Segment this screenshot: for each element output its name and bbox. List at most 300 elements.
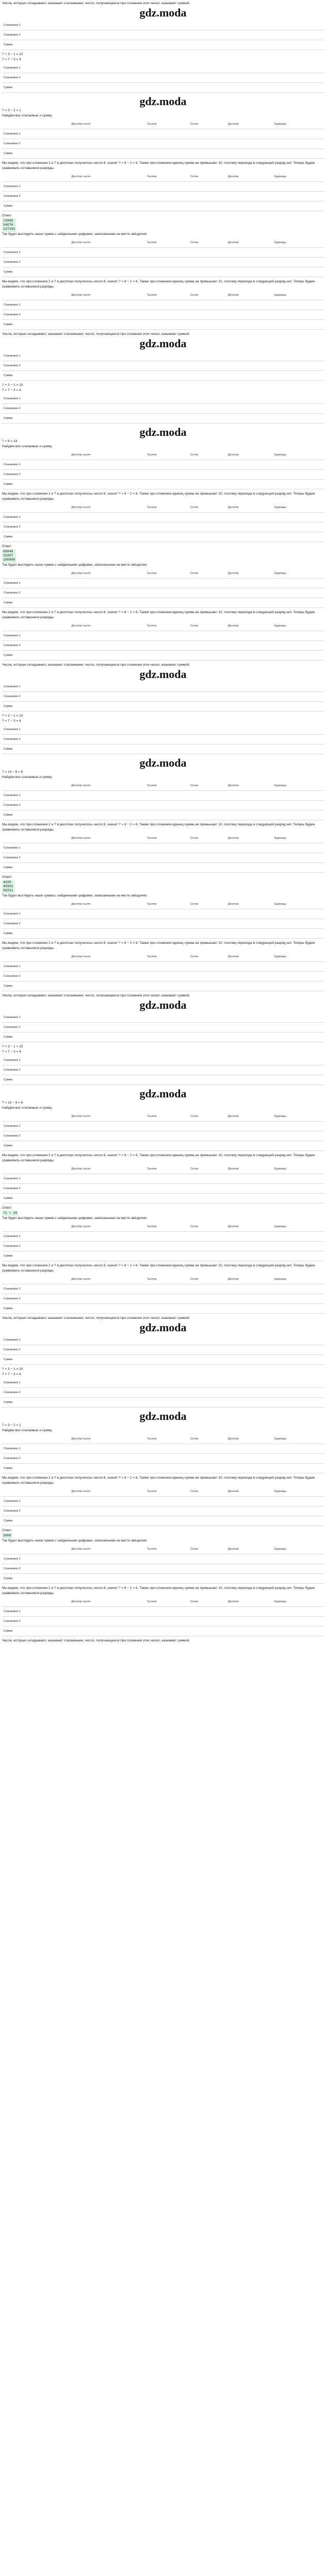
digit-cell <box>226 201 273 211</box>
table-row <box>2 682 324 692</box>
digit-cell <box>145 981 189 991</box>
digit-cell <box>226 1304 273 1314</box>
digit-cell <box>296 21 324 30</box>
answer-label: Ответ: <box>2 545 12 548</box>
digit-cell <box>226 1232 273 1242</box>
digit-cell <box>184 394 211 404</box>
row-label: Сумма <box>2 1304 70 1314</box>
digit-cell <box>273 1242 324 1251</box>
table-row <box>2 1056 324 1065</box>
digit-table <box>2 1164 324 1204</box>
digit-cell <box>273 579 324 588</box>
digit-table <box>2 63 324 93</box>
row-label: Слагаемое 1 <box>2 1284 70 1294</box>
place-header: Десятки <box>226 172 273 182</box>
table-header-cell <box>2 621 70 631</box>
digit-cell <box>145 588 189 598</box>
digit-table <box>2 682 324 711</box>
digit-cell <box>211 1065 239 1075</box>
row-label: Сумма <box>2 1251 70 1261</box>
digit-cell <box>226 1506 273 1516</box>
digit-cell <box>184 73 211 83</box>
place-header: Сотни <box>189 1545 226 1554</box>
place-header: Единицы <box>273 238 324 248</box>
table-header-cell <box>2 900 70 909</box>
place-header: Сотни <box>189 621 226 631</box>
digit-cell <box>226 1574 273 1584</box>
digit-cell <box>226 1131 273 1141</box>
table-row <box>2 962 324 972</box>
digit-cell <box>189 513 226 522</box>
table-row <box>2 725 324 735</box>
row-label: Слагаемое 2 <box>2 972 70 981</box>
digit-cell <box>211 1023 239 1032</box>
row-label: Слагаемое 2 <box>2 1388 184 1398</box>
table-row <box>2 1251 324 1261</box>
digit-cell <box>189 1194 226 1204</box>
digit-cell <box>296 725 324 735</box>
table-row <box>2 1516 324 1526</box>
digit-cell <box>70 641 145 651</box>
digit-cell <box>189 853 226 863</box>
digit-cell <box>240 30 268 40</box>
digit-table <box>2 21 324 50</box>
digit-cell <box>226 843 273 853</box>
digit-cell <box>189 588 226 598</box>
digit-cell <box>226 192 273 201</box>
digit-cell <box>268 1345 296 1355</box>
digit-cell <box>70 1497 145 1506</box>
place-header: Сотни <box>189 1222 226 1232</box>
digit-cell <box>296 404 324 414</box>
digit-cell <box>226 267 273 277</box>
row-label: Слагаемое 1 <box>2 513 70 522</box>
place-header: Десятки тысяч <box>70 172 145 182</box>
table-row <box>2 361 324 371</box>
digit-cell <box>268 725 296 735</box>
digit-cell <box>189 1626 226 1636</box>
digit-cell <box>240 1345 268 1355</box>
table-row <box>2 810 324 820</box>
row-label: Слагаемое 1 <box>2 460 70 470</box>
digit-cell <box>268 371 296 381</box>
table-header-cell <box>2 1434 70 1444</box>
digit-table <box>2 1013 324 1042</box>
place-header: Десятки <box>226 238 273 248</box>
table-header-cell <box>2 1112 70 1122</box>
digit-cell <box>189 201 226 211</box>
explanation: Мы видим, что при сложении 2 и ? в десятках получилось число 8, значит ? = 8 − 2 = 6. Также при сложении единиц сумма не превышает 10, поэтому перехода в следующий разряд нет. Теперь будем сравнивать оставшиеся разряды. <box>2 823 315 832</box>
row-label: Слагаемое 1 <box>2 909 70 919</box>
digit-cell <box>189 1444 226 1454</box>
row-label: Слагаемое 1 <box>2 1607 70 1617</box>
answer-label: Ответ: <box>2 1529 12 1532</box>
place-header: Десятки тысяч <box>70 1487 145 1497</box>
table-row <box>2 744 324 754</box>
row-label: Слагаемое 2 <box>2 1131 70 1141</box>
digit-cell <box>226 1184 273 1194</box>
place-header: Десятки <box>226 900 273 909</box>
digit-cell <box>296 1013 324 1023</box>
digit-cell <box>296 83 324 93</box>
digit-cell <box>189 631 226 641</box>
equation: ? = 7 − 3 = 4 <box>2 388 21 392</box>
place-header: Десятки тысяч <box>70 900 145 909</box>
digit-table <box>2 1378 324 1408</box>
digit-cell <box>240 1023 268 1032</box>
table-row <box>2 480 324 489</box>
digit-cell <box>273 1574 324 1584</box>
digit-cell <box>189 1242 226 1251</box>
digit-cell <box>273 1141 324 1151</box>
digit-cell <box>268 414 296 423</box>
digit-cell <box>189 149 226 159</box>
table-row <box>2 394 324 404</box>
digit-cell <box>189 929 226 939</box>
digit-cell <box>145 1284 189 1294</box>
answer-box: 72005 54076 127181 <box>3 219 15 231</box>
equation: ? + 3 − 1 = 10 <box>2 714 23 718</box>
table-row <box>2 73 324 83</box>
digit-cell <box>240 1065 268 1075</box>
digit-cell <box>145 1131 189 1141</box>
place-header: Единицы <box>273 781 324 791</box>
place-header: Тысячи <box>145 120 189 129</box>
place-header: Десятки тысяч <box>70 952 145 962</box>
place-header: Сотни <box>189 291 226 300</box>
digit-cell <box>145 480 189 489</box>
row-label: Сумма <box>2 1194 70 1204</box>
table-row <box>2 83 324 93</box>
place-header: Десятки тысяч <box>70 1164 145 1174</box>
digit-cell <box>226 631 273 641</box>
row-label: Слагаемое 2 <box>2 853 70 863</box>
digit-table <box>2 1056 324 1085</box>
digit-cell <box>226 972 273 981</box>
row-label: Слагаемое 1 <box>2 394 184 404</box>
place-header: Сотни <box>189 238 226 248</box>
digit-cell <box>145 1194 189 1204</box>
digit-cell <box>189 192 226 201</box>
table-row <box>2 1554 324 1564</box>
place-header: Десятки <box>226 781 273 791</box>
digit-cell <box>211 735 239 744</box>
digit-cell <box>226 1497 273 1506</box>
digit-cell <box>189 258 226 267</box>
digit-cell <box>226 320 273 330</box>
digit-cell <box>189 1122 226 1131</box>
table-header-cell <box>2 1597 70 1607</box>
row-label: Слагаемое 2 <box>2 1345 184 1355</box>
instruction: Найдём все слагаемые и сумму. <box>2 114 53 117</box>
table-row <box>2 1122 324 1131</box>
digit-cell <box>189 248 226 258</box>
digit-cell <box>189 1564 226 1574</box>
table-row <box>2 919 324 929</box>
place-header: Десятки тысяч <box>70 621 145 631</box>
place-header: Тысячи <box>145 1487 189 1497</box>
digit-cell <box>70 1617 145 1626</box>
digit-cell <box>189 129 226 139</box>
digit-cell <box>240 1032 268 1042</box>
row-label: Слагаемое 2 <box>2 801 70 810</box>
digit-cell <box>211 1345 239 1355</box>
table-row <box>2 351 324 361</box>
place-header: Десятки тысяч <box>70 1545 145 1554</box>
digit-cell <box>70 258 145 267</box>
row-label: Слагаемое 1 <box>2 1232 70 1242</box>
digit-cell <box>226 863 273 873</box>
answer-label: Ответ: <box>2 1206 12 1210</box>
digit-cell <box>273 1284 324 1294</box>
table-row <box>2 1174 324 1184</box>
digit-cell <box>211 63 239 73</box>
digit-cell <box>145 267 189 277</box>
digit-table <box>2 394 324 423</box>
digit-table <box>2 1112 324 1151</box>
digit-cell <box>273 1464 324 1473</box>
table-row <box>2 1184 324 1194</box>
table-row <box>2 1464 324 1473</box>
digit-cell <box>184 1075 211 1085</box>
digit-cell <box>184 1335 211 1345</box>
place-header: Сотни <box>189 1275 226 1284</box>
digit-cell <box>296 394 324 404</box>
table-header-cell <box>2 1275 70 1284</box>
place-header: Единицы <box>273 834 324 843</box>
digit-cell <box>70 853 145 863</box>
row-label: Сумма <box>2 863 70 873</box>
digit-cell <box>70 909 145 919</box>
digit-cell <box>273 300 324 310</box>
digit-cell <box>273 1131 324 1141</box>
place-header: Десятки <box>226 1275 273 1284</box>
digit-cell <box>226 480 273 489</box>
row-label: Слагаемое 1 <box>2 725 184 735</box>
digit-cell <box>240 1388 268 1398</box>
place-header: Единицы <box>273 1487 324 1497</box>
digit-cell <box>273 139 324 149</box>
digit-cell <box>184 735 211 744</box>
digit-cell <box>296 1335 324 1345</box>
digit-cell <box>296 692 324 702</box>
place-header: Единицы <box>273 503 324 513</box>
table-row <box>2 1023 324 1032</box>
digit-table <box>2 834 324 873</box>
digit-cell <box>70 1284 145 1294</box>
digit-cell <box>268 83 296 93</box>
table-header-cell <box>2 1164 70 1174</box>
digit-cell <box>70 1626 145 1636</box>
digit-cell <box>70 460 145 470</box>
digit-cell <box>145 843 189 853</box>
digit-cell <box>273 470 324 480</box>
digit-cell <box>296 735 324 744</box>
digit-cell <box>268 744 296 754</box>
row-label: Слагаемое 2 <box>2 1564 70 1574</box>
digit-table <box>2 900 324 939</box>
equation: ? = 3 − 2 = 1 <box>2 109 21 112</box>
digit-table <box>2 120 324 159</box>
digit-cell <box>70 981 145 991</box>
digit-cell <box>184 1056 211 1065</box>
watermark-logo: gdz.moda <box>139 756 187 769</box>
digit-cell <box>226 1444 273 1454</box>
row-label: Слагаемое 2 <box>2 1242 70 1251</box>
digit-cell <box>226 1564 273 1574</box>
table-row <box>2 1574 324 1584</box>
digit-cell <box>273 480 324 489</box>
digit-cell <box>268 21 296 30</box>
digit-cell <box>145 1617 189 1626</box>
digit-cell <box>145 1516 189 1526</box>
table-row <box>2 1355 324 1365</box>
digit-cell <box>70 801 145 810</box>
row-label: Слагаемое 1 <box>2 21 184 30</box>
place-header: Сотни <box>189 450 226 460</box>
digit-cell <box>145 1304 189 1314</box>
digit-cell <box>211 21 239 30</box>
row-label: Слагаемое 1 <box>2 248 70 258</box>
table-header-cell <box>2 120 70 129</box>
digit-cell <box>211 30 239 40</box>
table-row <box>2 651 324 660</box>
table-row <box>2 641 324 651</box>
digit-cell <box>184 1378 211 1388</box>
digit-cell <box>268 1075 296 1085</box>
digit-cell <box>226 1242 273 1251</box>
digit-cell <box>145 1174 189 1184</box>
digit-cell <box>273 1304 324 1314</box>
digit-cell <box>240 1013 268 1023</box>
digit-cell <box>145 1444 189 1454</box>
digit-cell <box>184 682 211 692</box>
row-label: Слагаемое 2 <box>2 522 70 532</box>
place-header: Тысячи <box>145 291 189 300</box>
digit-cell <box>296 361 324 371</box>
digit-cell <box>211 1378 239 1388</box>
instruction: Найдём все слагаемые и сумму. <box>2 445 53 448</box>
digit-cell <box>226 1464 273 1473</box>
digit-cell <box>189 1454 226 1464</box>
digit-cell <box>189 1464 226 1473</box>
explanation: Мы видим, что при сложении 2 и ? в десятках получилось число 8, значит ? = 8 − 2 = 6. Также при сложении единиц сумма не превышает 10, поэтому перехода в следующий разряд нет. Теперь будем сравнивать оставшиеся разряды. <box>2 941 315 950</box>
digit-cell <box>226 460 273 470</box>
digit-cell <box>268 1378 296 1388</box>
digit-table <box>2 172 324 211</box>
digit-cell <box>189 598 226 608</box>
table-header-cell <box>2 952 70 962</box>
place-header: Тысячи <box>145 503 189 513</box>
digit-cell <box>268 351 296 361</box>
row-label: Слагаемое 1 <box>2 962 70 972</box>
row-label: Слагаемое 2 <box>2 1184 70 1194</box>
place-header: Единицы <box>273 1434 324 1444</box>
row-label: Сумма <box>2 651 70 660</box>
digit-cell <box>145 1232 189 1242</box>
row-label: Сумма <box>2 1516 70 1526</box>
digit-cell <box>296 414 324 423</box>
place-header: Десятки <box>226 120 273 129</box>
explanation: Мы видим, что при сложении 2 и ? в десятках получилось число 8, значит ? = 8 − 2 = 6. Также при сложении единиц сумма не превышает 10, поэтому перехода в следующий разряд нет. Теперь будем сравнивать оставшиеся разряды. <box>2 280 315 289</box>
place-header: Десятки <box>226 834 273 843</box>
row-label: Слагаемое 1 <box>2 1554 70 1564</box>
digit-cell <box>268 1398 296 1408</box>
table-row <box>2 522 324 532</box>
digit-cell <box>273 972 324 981</box>
digit-cell <box>240 1335 268 1345</box>
digit-cell <box>273 460 324 470</box>
table-header-cell <box>2 569 70 579</box>
table-header-cell <box>2 503 70 513</box>
table-row <box>2 972 324 981</box>
digit-cell <box>145 513 189 522</box>
equation: ? + 3 − 1 = 10 <box>2 1045 23 1048</box>
place-header: Сотни <box>189 120 226 129</box>
table-row <box>2 598 324 608</box>
watermark-logo: gdz.moda <box>139 337 187 350</box>
digit-cell <box>70 631 145 641</box>
digit-cell <box>226 1194 273 1204</box>
exercise-blocks <box>2 6 324 1643</box>
digit-cell <box>189 532 226 542</box>
digit-cell <box>70 522 145 532</box>
digit-cell <box>184 1032 211 1042</box>
digit-cell <box>240 1378 268 1388</box>
table-row <box>2 1345 324 1355</box>
digit-cell <box>211 361 239 371</box>
place-header: Тысячи <box>145 238 189 248</box>
digit-cell <box>268 1023 296 1032</box>
row-label: Слагаемое 2 <box>2 1065 184 1075</box>
digit-cell <box>189 320 226 330</box>
place-header: Сотни <box>189 1487 226 1497</box>
place-header: Тысячи <box>145 1434 189 1444</box>
digit-cell <box>184 351 211 361</box>
digit-cell <box>226 919 273 929</box>
footer-note: Так будет выглядеть наше сумма с найденными цифрами, записанными на месте звёздочек: <box>2 563 148 567</box>
place-header: Десятки <box>226 503 273 513</box>
row-label: Слагаемое 1 <box>2 1056 184 1065</box>
place-header: Единицы <box>273 952 324 962</box>
place-header: Единицы <box>273 1597 324 1607</box>
digit-cell <box>211 682 239 692</box>
row-label: Сумма <box>2 1398 184 1408</box>
digit-cell <box>273 532 324 542</box>
digit-cell <box>145 1607 189 1617</box>
digit-cell <box>268 735 296 744</box>
digit-cell <box>70 480 145 489</box>
digit-cell <box>184 725 211 735</box>
place-header: Сотни <box>189 952 226 962</box>
digit-cell <box>70 1464 145 1473</box>
table-row <box>2 692 324 702</box>
digit-cell <box>189 641 226 651</box>
table-row <box>2 702 324 711</box>
digit-cell <box>296 1065 324 1075</box>
place-header: Десятки тысяч <box>70 291 145 300</box>
digit-cell <box>184 361 211 371</box>
digit-cell <box>273 641 324 651</box>
place-header: Тысячи <box>145 172 189 182</box>
row-label: Слагаемое 1 <box>2 579 70 588</box>
digit-cell <box>70 248 145 258</box>
digit-cell <box>273 1506 324 1516</box>
digit-cell <box>70 962 145 972</box>
digit-cell <box>145 248 189 258</box>
digit-cell <box>226 149 273 159</box>
place-header: Десятки <box>226 1222 273 1232</box>
